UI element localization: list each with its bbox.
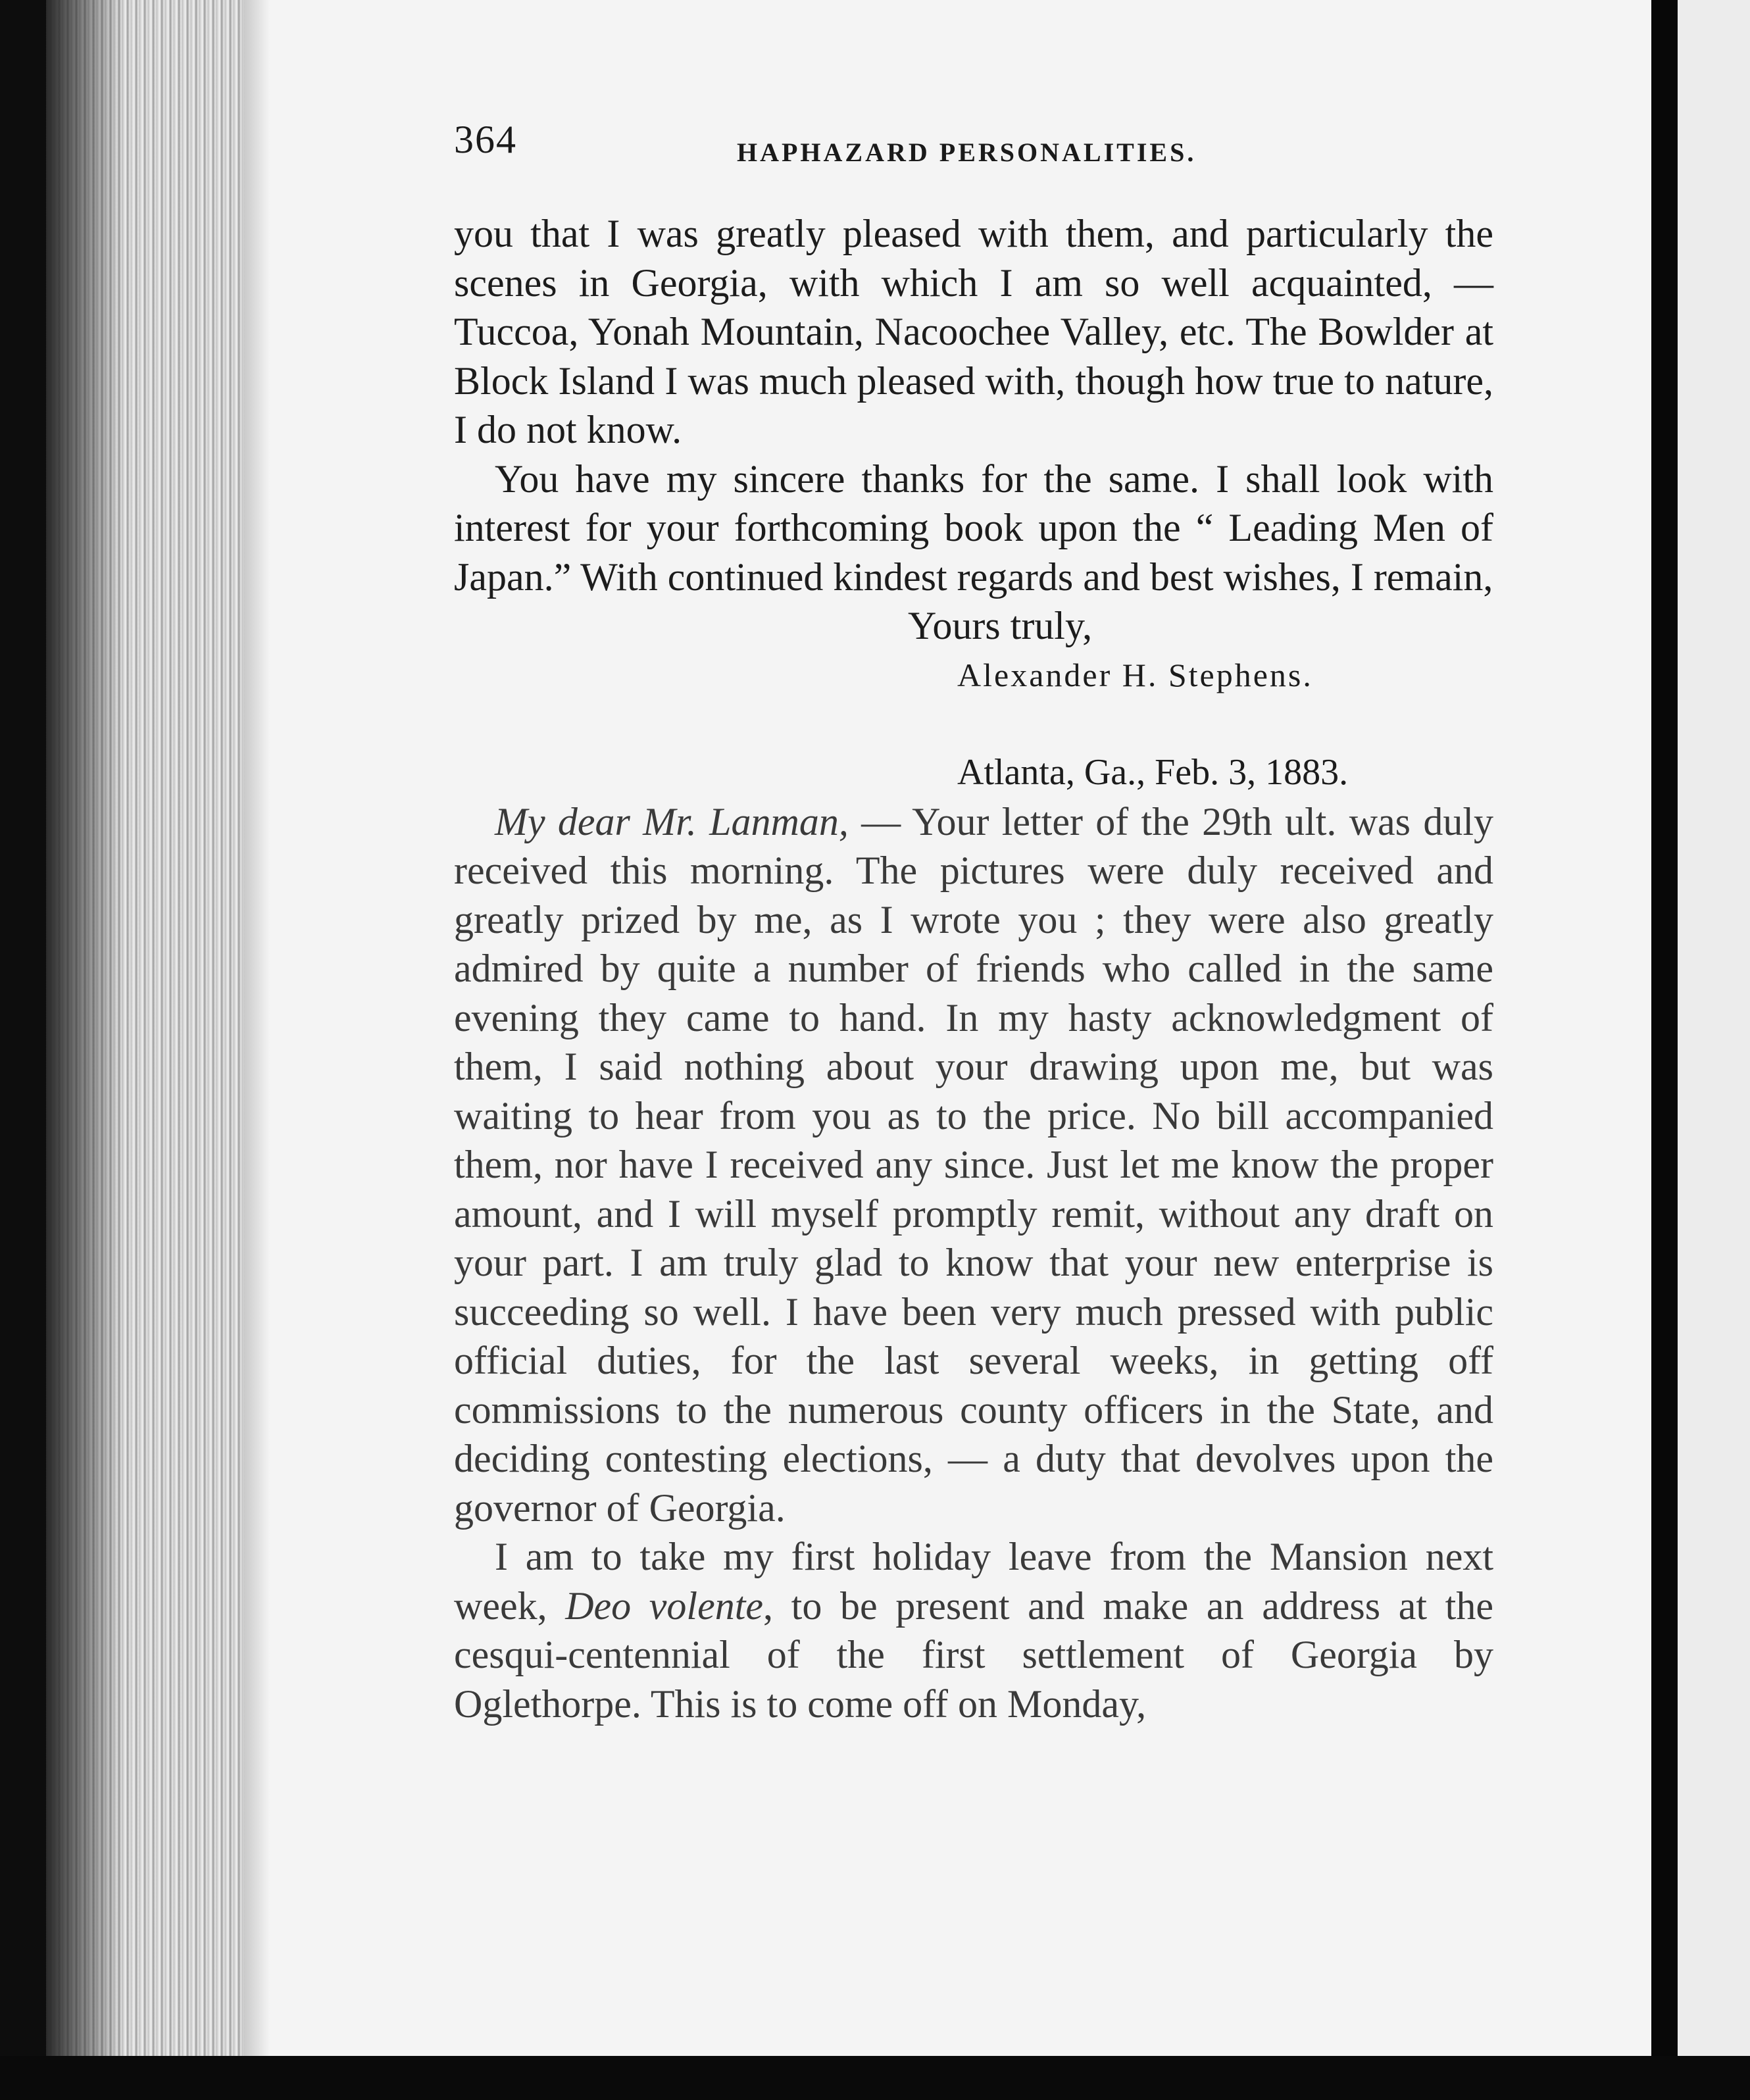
page-gutter [243, 0, 270, 2056]
letter1-closing: Yours truly, [908, 604, 1093, 647]
letter2-paragraph-1-text: — Your letter of the 29th ult. was duly received this morning. The pictures were duly received and greatly prized by me, as I wrote you ; they were also greatly admired by quite a number of friends who called in the same evening they came to hand. In my hasty acknowledgment of them, I said nothing about your drawing upon me, but was waiting to hear from you as to the price. No bill accompanied them, nor have I received any since. Just let me know the proper amount, and I will myself promptly remit, without any draft on your part. I am truly glad to know that your new enterprise is succeeding so well. I have been very much pressed with public official duties, for the last several weeks, in getting off commissions to the numerous county officers in the State, and deciding contesting elections, — a duty that devolves upon the governor of Georgia. [454, 799, 1493, 1530]
letter2-dateline: Atlanta, Ga., Feb. 3, 1883. [957, 752, 1349, 793]
left-stack-shadow [46, 0, 125, 2059]
letter2-paragraph-2-start: I am to take my first holiday leave from the Mansion next week, [454, 1535, 1493, 1628]
bottom-scan-edge [0, 2056, 1750, 2100]
letter2-latin-phrase: Deo volente [565, 1584, 764, 1628]
facing-page-sliver [1678, 0, 1750, 2056]
letter2-paragraph-1 [454, 797, 1493, 1533]
right-page-edge [1651, 0, 1678, 2100]
letter1-paragraph-2: You have my sincere thanks for the same. I shall look with interest for your forthcoming book upon the “ Leading Men of Japan.” With continued kindest regards and best wishes, I remain, [454, 457, 1493, 599]
letter2-paragraph-2 [454, 1532, 1493, 1728]
letter2-salutation: My dear Mr. Lanman, [495, 799, 849, 843]
page-body [454, 209, 1493, 1728]
page-number: 364 [454, 118, 517, 161]
left-page-stack [46, 0, 243, 2059]
letter1-signature: Alexander H. Stephens. [957, 656, 1313, 693]
running-title: HAPHAZARD PERSONALITIES. [737, 138, 1197, 167]
letter1-paragraph-1: you that I was greatly pleased with them, and particularly the scenes in Georgia, with which I am so well acquainted, — Tuccoa, Yonah Mountain, Nacoochee Valley, etc. The Bowlder at Block Island I was much pleased with, though how true to nature, I do not know. [454, 212, 1493, 451]
letter2-paragraph-2-end: , to be present and make an address at the cesqui-centennial of the first settlement of Georgia by Oglethorpe. This is to come off on Monday, [454, 1584, 1493, 1726]
